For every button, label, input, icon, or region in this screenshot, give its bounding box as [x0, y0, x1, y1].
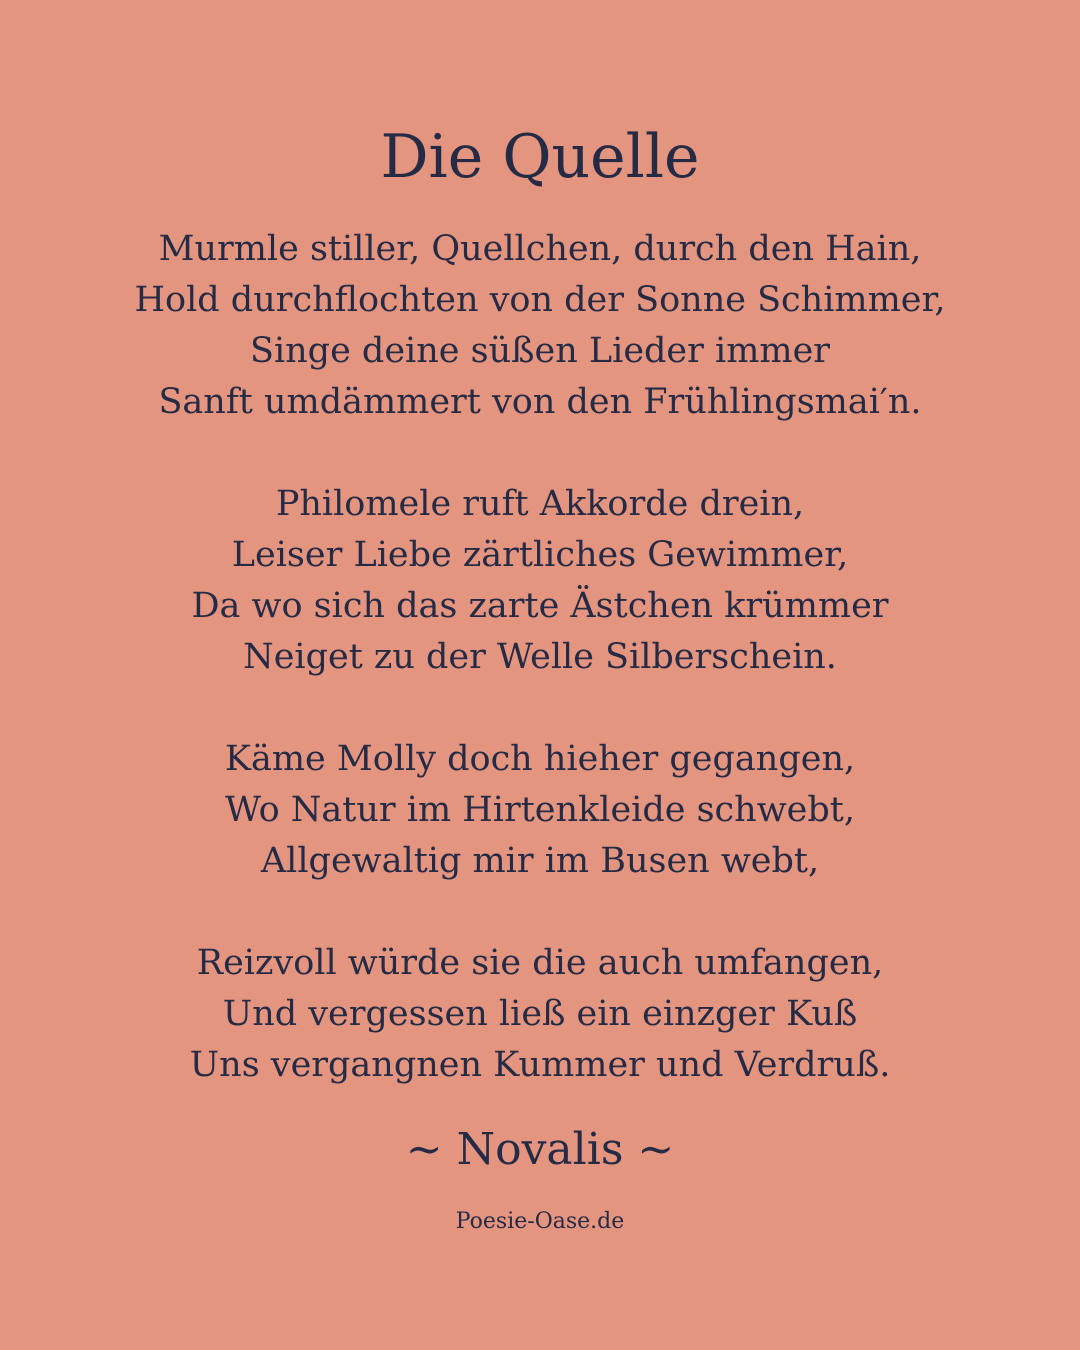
poem-author: ~ Novalis ~ — [405, 1124, 675, 1175]
stanza-3 — [0, 734, 1080, 887]
poem-line: Murmle stiller, Quellchen, durch den Hain, — [158, 229, 922, 269]
poem-line: Und vergessen ließ ein einzger Kuß — [222, 994, 858, 1034]
poem-line: Reizvoll würde sie die auch umfangen, — [196, 943, 884, 983]
stanza-4 — [0, 938, 1080, 1091]
poem-line: Neiget zu der Welle Silberschein. — [243, 637, 837, 677]
poem-line: Käme Molly doch hieher gegangen, — [224, 739, 856, 779]
stanza-1 — [0, 224, 1080, 428]
poem-line: Leiser Liebe zärtliches Gewimmer, — [231, 535, 849, 575]
poem-line: Philomele ruft Akkorde drein, — [275, 484, 805, 524]
poem-line: Allgewaltig mir im Busen webt, — [260, 841, 820, 881]
source-credit: Poesie-Oase.de — [455, 1209, 625, 1234]
poem-line: Da wo sich das zarte Ästchen krümmer — [191, 586, 889, 626]
poem-body — [0, 224, 1080, 1142]
poem-line: Wo Natur im Hirtenkleide schwebt, — [225, 790, 855, 830]
poem-line: Uns vergangnen Kummer und Verdruß. — [189, 1045, 891, 1085]
poem-line: Singe deine süßen Lieder immer — [249, 331, 831, 371]
stanza-2 — [0, 479, 1080, 683]
poem-title: Die Quelle — [380, 122, 700, 192]
poem-line: Sanft umdämmert von den Frühlingsmai′n. — [158, 382, 922, 422]
poem-line: Hold durchflochten von der Sonne Schimmer, — [134, 280, 946, 320]
